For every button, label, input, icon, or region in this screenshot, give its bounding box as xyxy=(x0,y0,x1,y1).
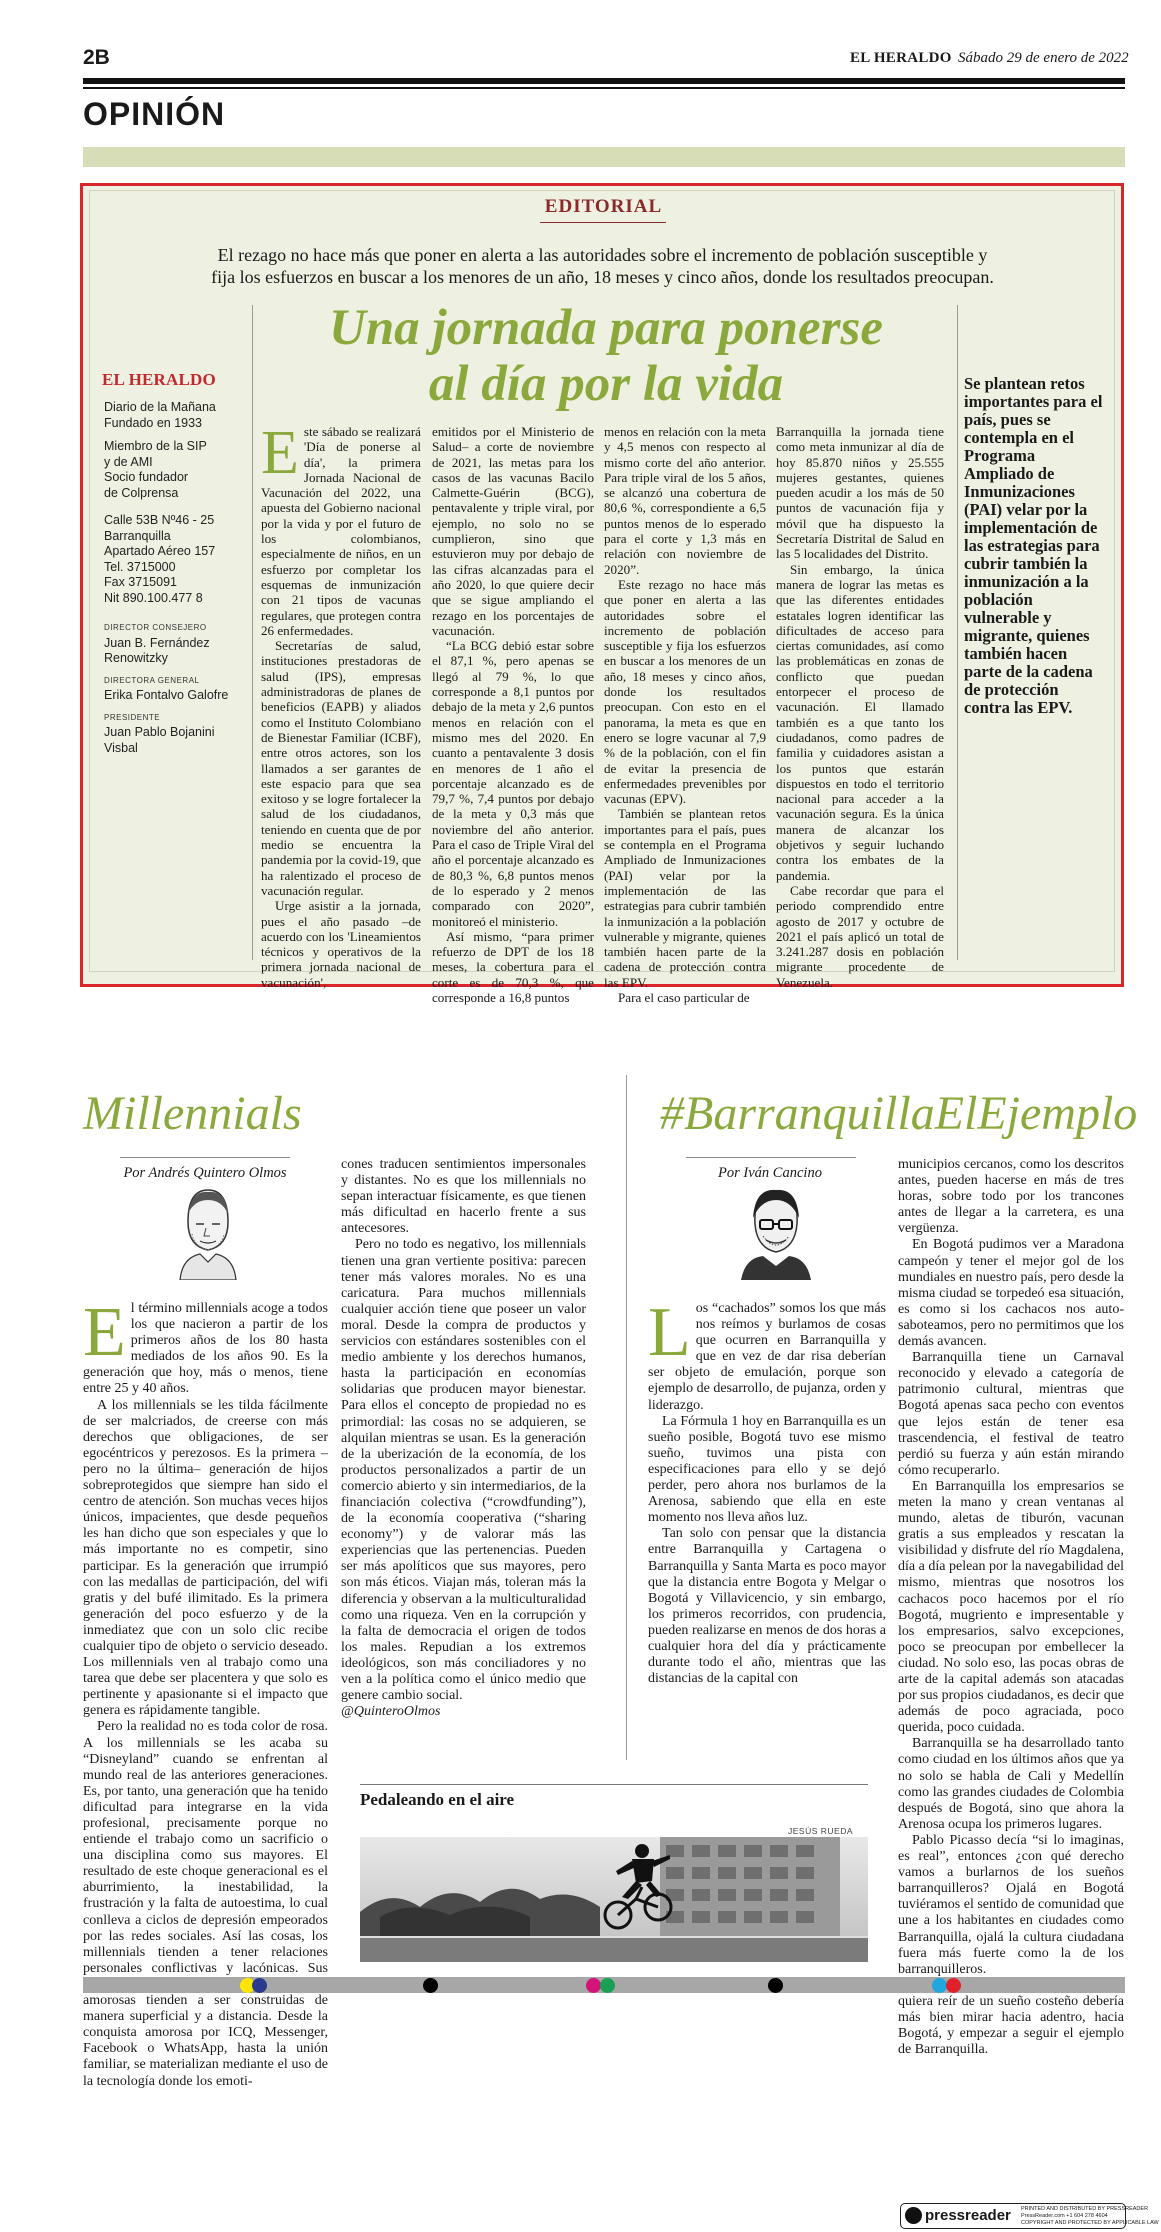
masthead-line: y de AMI xyxy=(104,454,153,469)
editorial-lede-line-2: fija los esfuerzos en buscar a los menores de un año, 18 meses y cinco años, donde los resultados preocupan. xyxy=(211,267,994,287)
barranquilla-paragraph: quiera reír de un sueño costeño debería más bien mirar hacia adentro, hacia Bogotá, y empezar a seguir el ejemplo de Barranquilla. xyxy=(898,1993,1124,2058)
millennials-byline: Por Andrés Quintero Olmos xyxy=(123,1165,287,1181)
masthead-info xyxy=(104,400,228,756)
barranquilla-paragraph: En Barranquilla los empresarios se meten la mano y crean ventanas al mundo, aletas de tiburón, vacunan gratis a sus empleados y rescatan la visibilidad y disfrute del río Magdalena, día a día pelean por la navegabilidad del mismo, mientras que nosotros los cachacos poco hacemos por el río Bogotá, mugriento e impresentable y los empresarios, salvo excepciones, poco se preocupan por embellecer la ciudad. No solo eso, las pocas obras de arte de la capital además son atacadas por sus propios ciudadanos, es decir que además de poco agraciada, poco querida, poco cuidada. xyxy=(898,1478,1124,1736)
pressreader-fine-print-line: PressReader.com +1 604 278 4604 xyxy=(1021,2213,1108,2219)
barranquilla-column-1 xyxy=(648,1294,886,1687)
editorial-divider-left xyxy=(252,305,253,960)
masthead-line: Miembro de la SIP xyxy=(104,439,207,453)
editorial-column-2 xyxy=(432,424,594,1005)
millennials-twitter-handle: @QuinteroOlmos xyxy=(341,1704,441,1720)
editorial-paragraph: También se plantean retos importantes para el país, pues se contempla en el Programa Ampliado de Inmunizaciones (PAI) velar por la implementación de las estrategias para cubrir también la inmunización a la población vulnerable y migrante, quienes también hacen parte de la cadena de protección contra las EPV. xyxy=(604,806,766,990)
barranquilla-dropcap: L xyxy=(648,1294,691,1371)
editorial-title-line-2: al día por la vida xyxy=(428,356,784,412)
top-rule-thin xyxy=(83,87,1125,89)
registration-dot-green xyxy=(600,1978,615,1993)
pressreader-fine-print-line: COPYRIGHT AND PROTECTED BY APPLICABLE LAW xyxy=(1021,2220,1159,2226)
pressreader-fine-print-line: PRINTED AND DISTRIBUTED BY PRESSREADER xyxy=(1021,2206,1149,2212)
pressreader-badge xyxy=(900,2203,1159,2229)
lower-column-divider xyxy=(626,1075,627,1760)
director-consejero: Juan B. Fernández xyxy=(104,635,210,650)
editorial-title-line-1: Una jornada para ponerse xyxy=(328,300,883,356)
presidente: Visbal xyxy=(104,740,138,755)
pressreader-fine-print xyxy=(1021,2206,1159,2227)
section-green-bar xyxy=(83,147,1125,167)
millennials-byline-rule xyxy=(120,1157,290,1158)
photo-credit: JESÚS RUEDA xyxy=(788,1826,854,1836)
registration-dot-black xyxy=(423,1978,438,1993)
barranquilla-author-portrait xyxy=(733,1184,819,1280)
director-consejero-label: DIRECTOR CONSEJERO xyxy=(104,623,207,632)
masthead-line: Calle 53B Nº46 - 25 xyxy=(104,513,215,527)
page-number: 2B xyxy=(83,46,110,69)
editorial-paragraph: Cabe recordar que para el periodo comprendido entre agosto de 2017 y octubre de 2021 el país aplicó un total de 3.241.287 dosis en población migrante procedente de Venezuela. xyxy=(776,882,944,990)
barranquilla-paragraph: En Bogotá pudimos ver a Maradona campeón y tener el mejor gol de los mundiales en nuestro país, pero desde la misma ciudad se torpedeó esa situación, es como si los cachacos nos auto-saboteamos, pero no permitimos que los demás avancen. xyxy=(898,1237,1124,1350)
registration-dot-cyan xyxy=(932,1978,947,1993)
editorial-paragraph: menos en relación con la meta y 4,5 menos con respecto al mismo corte del año anterior. Para triple viral de los 5 años, se alcanzó una cobertura de 80,6 %, correspondiente a 6,5 puntos menos de lo esperado para el corte y 1,3 más en relación con noviembre de 2020”. xyxy=(604,424,766,577)
millennials-title: Millennials xyxy=(83,1087,302,1140)
barranquilla-paragraph: municipios cercanos, como los descritos antes, pueden hacerse en más de tres horas, sobre todo por los trancones antes de llegar a la carretera, es una vergüenza. xyxy=(898,1157,1124,1237)
registration-dot-red xyxy=(946,1978,961,1993)
editorial-paragraph: emitidos por el Ministerio de Salud– a corte de noviembre de 2021, las metas para los casos de las vacunas Bacilo Calmette-Guérin (BCG), pentavalente y triple viral, por ejemplo, no solo no se cumplieron, sino que estuvieron muy por debajo de las cifras alcanzadas para el año 2020, lo que quiere decir que se sigue ampliando el rezago en los porcentajes de vacunación. xyxy=(432,424,594,638)
barranquilla-column-2 xyxy=(898,1157,1124,2058)
presidente: Juan Pablo Bojanini xyxy=(104,725,215,739)
editorial-lede xyxy=(100,244,1105,288)
millennials-column-1 xyxy=(83,1294,328,2090)
barranquilla-paragraph: La Fórmula 1 hoy en Barranquilla es un sueño posible, Bogotá tuvo ese mismo sueño, tuvimos una pista con especificaciones para ello y se dejó perder, pero ahora nos burlamos de la Arenosa, sabiendo que ella en este momento nos lleva años luz. xyxy=(648,1413,886,1526)
masthead-line: Socio fundador xyxy=(104,470,189,484)
masthead-logo: EL HERALDO xyxy=(102,370,216,389)
editorial-column-3 xyxy=(604,424,766,1005)
photo-title: Pedaleando en el aire xyxy=(360,1790,515,1809)
pressreader-brand: pressreader xyxy=(925,2207,1011,2224)
barranquilla-paragraph: Pablo Picasso decía “si lo imaginas, es real”, entonces ¿con qué derecho vamos a burlarnos de los sueños barranquilleros? Ojalá en Bogotá tuviéramos el sentido de comunidad que une a los habitantes en ciudades como Barranquilla, ojalá la cultura ciudadana fuera más fuerte como la de los barranquilleros. xyxy=(898,1832,1124,1977)
barranquilla-byline: Por Iván Cancino xyxy=(718,1165,822,1181)
page-date: Sábado 29 de enero de 2022 xyxy=(958,50,1129,66)
editorial-paragraph: Este rezago no hace más que poner en alerta a las autoridades sobre el incremento de población susceptible y fija los esfuerzos en buscar a los menores de un año, 18 meses y cinco años, donde los resultados preocupan. Con esto en el panorama, la meta es que en enero se logre vacunar al 7,9 % de la población, con el fin de evitar la presencia de enfermedades prevenibles por vacunas (EPV). xyxy=(604,576,766,807)
editorial-pullquote: Se plantean retos importantes para el país, pues se contempla en el Programa Ampliado de Inmunizaciones (PAI) velar por la implementación de las estrategias para cubrir también la inmunización a la población vulnerable y migrante, quienes también hacen parte de la cadena de protección contra las EPV. xyxy=(964,374,1103,717)
millennials-paragraph: Pero no todo es negativo, los millennials tienen una gran vertiente positiva: parecen tener más valores morales. No es una caricatura. Para muchos millennials cualquier acción tiene que poseer un valor moral. Desde la compra de productos y servicios con estándares sostenibles con el medio ambiente y los derechos humanos, hasta la participación en economías solidarias que producen mayor bienestar. Para ellos el concepto de propiedad no es primordial: las cosas no se adquieren, se alquilan mientras se usan. Es la generación de la uberización de la economía, de los productos personalizados a partir de un comercio abierto y sin intermediarios, de la financiación colectiva (“crowdfunding”), de la economía cooperativa (“sharing economy”) y de valorar más las experiencias que las pertenencias. Pueden ser más apolíticos que sus mayores, pero son más éticos. Viajan más, toleran más la diferencia y observan a la multiculturalidad como una riqueza. Ven en la corrupción y la falta de democracia el origen de todos los males. Repudian a los extremos ideológicos, son más conciliadores y no ven a la política como el único medio que genere cambio social. xyxy=(341,1237,586,1704)
registration-dot-magenta xyxy=(586,1978,601,1993)
editorial-title xyxy=(258,300,954,412)
editorial-paragraph: Sin embargo, la única manera de lograr las metas es que las diferentes entidades estatales logren identificar las dificultades de acceso para ciertas comunidades, así como las problemáticas en zonas de conflicto que puedan entorpecer el proceso de vacunación. El llamado también es a que tanto los ciudadanos, como padres de familia y cuidadores asistan a los puntos que estarán dispuestos en todo el territorio nacional para acceder a la vacunación segura. Es la única manera de alcanzar los objetivos y seguir luchando contra los embates de la pandemia. xyxy=(776,561,944,883)
directora-general: Erika Fontalvo Galofre xyxy=(104,688,229,702)
bmx-photo xyxy=(360,1837,868,1962)
paper-name: EL HERALDO xyxy=(850,50,952,66)
registration-dot-black-2 xyxy=(768,1978,783,1993)
masthead-line: Diario de la Mañana xyxy=(104,400,216,414)
director-consejero: Renowitzky xyxy=(104,651,168,665)
masthead-line: Nit 890.100.477 8 xyxy=(104,590,203,605)
directora-general-label: DIRECTORA GENERAL xyxy=(104,675,200,685)
photo-top-rule xyxy=(360,1784,868,1785)
masthead-line: Barranquilla xyxy=(104,528,171,543)
editorial-lede-line-1: El rezago no hace más que poner en alerta a las autoridades sobre el incremento de población susceptible y xyxy=(217,245,988,265)
editorial-column-1 xyxy=(261,419,421,990)
section-title: OPINIÓN xyxy=(83,96,226,132)
masthead-line: de Colprensa xyxy=(104,485,179,500)
barranquilla-byline-rule xyxy=(686,1157,856,1158)
masthead-line: Tel. 3715000 xyxy=(104,559,176,574)
millennials-column-2 xyxy=(341,1157,586,1720)
editorial-paragraph: Así mismo, “para primer refuerzo de DPT de los 18 meses, la cobertura para el corte es de 70,3 %, que corresponde a 16,8 puntos xyxy=(432,928,594,1005)
editorial-label-rule xyxy=(540,222,666,223)
masthead-line: Apartado Aéreo 157 xyxy=(104,544,216,558)
barranquilla-paragraph: os “cachados” somos los que más nos reímos y burlamos de cosas que ocurren en Barranquilla y que en vez de dar risa deberían ser objeto de emulación, porque son ejemplo de desarrollo, de pujanza, orden y liderazgo. xyxy=(648,1301,886,1413)
editorial-paragraph: “La BCG debió estar sobre el 87,1 %, pero apenas se llegó al 79 %, lo que corresponde a 8,1 puntos por debajo de la meta y 2,6 puntos menos en relación con el mismo mes del 2020. En cuanto a pentavalente 3 dosis en menores de 1 año el porcentaje alcanzado es de 79,7 %, 7,4 puntos por debajo de la meta y 0,3 más que noviembre del año anterior. Para el caso de Triple Viral del año el porcentaje alcanzado es de 80,3 %, 6,8 puntos menos de lo esperado y 2 menos comparado con 2020”, monitoreó el ministerio. xyxy=(432,638,594,929)
editorial-divider-right xyxy=(957,305,958,960)
barranquilla-paragraph: Barranquilla tiene un Carnaval reconocido y elevado a categoría de patrimonio cultural, mientras que Bogotá apenas saca pecho con eventos que lejos están de tener esa trascendencia, el festival de teatro perdió su fuerza y aún están mirando cómo recuperarlo. xyxy=(898,1350,1124,1478)
barranquilla-title: #BarranquillaElEjemplo xyxy=(660,1087,1138,1140)
editorial-paragraph: Para el caso particular de xyxy=(618,989,750,1005)
editorial-paragraph: Urge asistir a la jornada, pues el año pasado –de acuerdo con los 'Lineamientos técnicos y operativos de la primera jornada nacional de vacunación', xyxy=(261,898,421,990)
registration-dot-blue xyxy=(252,1978,267,1993)
millennials-author-portrait xyxy=(170,1184,246,1280)
editorial-column-4 xyxy=(776,424,944,990)
millennials-dropcap: E xyxy=(83,1294,126,1371)
masthead-line: Fundado en 1933 xyxy=(104,415,203,430)
editorial-paragraph: ste sábado se realizará 'Día de ponerse al día', la primera Jornada Nacional de Vacunación del 2022, una apuesta del Gobierno nacional por la vida y por el futuro de los colombianos, especialmente de niños, en un esfuerzo por completar los esquemas de inmunización con 21 tipos de vacunas regulares, que protegen contra 26 enfermedades. xyxy=(261,424,421,638)
millennials-paragraph: A los millennials se les tilda fácilmente de ser malcriados, de creerse con más derechos que obligaciones, de ser egocéntricos y perezosos. Es la primera –pero no la última– generación de hijos sobreprotegidos que siempre han sido el centro de atención. Son muchas veces hijos únicos, impacientes, que desde pequeños les han dicho que son especiales y que lo más importante no es competir, sino participar. Es la generación que irrumpió con las medallas de participación, del wifi gratis y del bufé ilimitado. Es la primera generación del poco esfuerzo y de la inmediatez que con un solo clic recibe cualquier tipo de objeto o servicio deseado. Los millennials ven al trabajo como una tarea que debe ser placentera y que solo es pertinente y apasionante si el impacto que genera es rápidamente tangible. xyxy=(83,1397,328,1719)
masthead-line: Fax 3715091 xyxy=(104,575,177,589)
presidente-label: PRESIDENTE xyxy=(104,712,161,722)
barranquilla-paragraph: Tan solo con pensar que la distancia entre Barranquilla y Cartagena o Barranquilla y Santa Marta es poco mayor que la distancia entre Bogota y Melgar o Bogotá y Villavicencio, y sin embargo, los primeros recorridos, con prudencia, pueden realizarse en menos de dos horas a cualquier hora del día y prácticamente durante todo el año, mientras que las distancias de la capital con xyxy=(648,1526,886,1687)
millennials-paragraph: l término millennials acoge a todos los que nacieron a partir de los primeros años de los 80 hasta mediados de los años 90. Es la generación que hoy, más o menos, tiene entre 25 y 40 años. xyxy=(83,1301,328,1397)
millennials-paragraph: cones traducen sentimientos impersonales y distantes. No es que los millennials no sepan interactuar físicamente, es que tienen más dificultad en hacerlo frente a sus antecesores. xyxy=(341,1157,586,1237)
barranquilla-paragraph: Barranquilla se ha desarrollado tanto como ciudad en los últimos años que ya no solo se habla de Cali y Medellín como las grandes ciudades de Colombia después de Bogotá, sino que ahora la Arenosa ocupa los primeros lugares. xyxy=(898,1736,1124,1832)
editorial-dropcap: E xyxy=(261,419,299,487)
pressreader-logo-icon xyxy=(905,2207,922,2224)
editorial-paragraph: Secretarías de salud, instituciones prestadoras de salud (IPS), empresas administradoras de planes de beneficios (EAPB) y aliados como el Instituto Colombiano de Bienestar Familiar (ICBF), entre otros actores, son los llamados a ser garantes de este espacio para que sea exitoso y se logre fortalecer la salud de los ciudadanos, teniendo en cuenta que de por medio se encuentra la pandemia por la covid-19, que ha ralentizado el proceso de vacunación regular. xyxy=(261,638,421,898)
editorial-paragraph: Barranquilla la jornada tiene como meta inmunizar al día de hoy 85.870 niños y 25.555 mujeres gestantes, quienes pueden acudir a los más de 50 puntos de vacunación fija y móvil que ha dispuesto la Secretaría Distrital de Salud en las 5 localidades del Distrito. xyxy=(776,424,944,562)
editorial-label: EDITORIAL xyxy=(544,196,663,217)
millennials-paragraph: Pero la realidad no es toda color de rosa. A los millennials se les acaba su “Disneyland” cuando se enfrentan al mundo real de las anteriores generaciones. Es, por tanto, una generación que ha tenido dificultad para integrarse en la vida profesional, precisamente porque no entiende el trabajo como un sacrificio o una disciplina como sus mayores. El resultado de este choque generacional es el aburrimiento, la inestabilidad, la frustración y la falta de autoestima, lo cual conlleva a ciclos de depresión empeorados por las redes sociales. Así las cosas, los millennials tienden a tener relaciones personales conflictivas y lacónicas. Sus amorosas tienden a ser construidas de manera superficial y a distancia. Desde la conquista amorosa por ICQ, Messenger, Facebook o WhatsApp, hasta la unión familiar, se materializan mediante el uso de la tecnología donde los emoti- xyxy=(83,1719,328,2089)
top-rule-thick xyxy=(83,78,1125,84)
